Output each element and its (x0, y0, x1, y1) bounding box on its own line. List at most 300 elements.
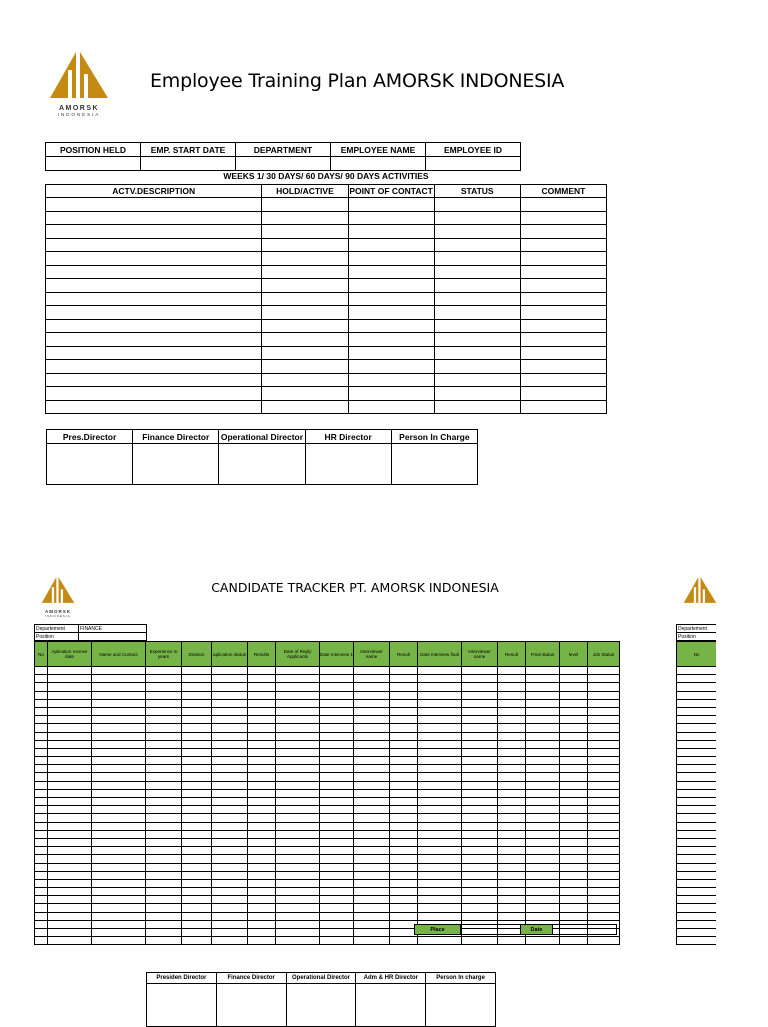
activity-cell (262, 225, 348, 239)
activity-cell (434, 198, 520, 212)
candidate-cell (320, 929, 354, 937)
candidate-cell (526, 822, 560, 830)
candidate-cell (354, 667, 390, 675)
candidate-cell (462, 757, 498, 765)
candidate-cell (248, 929, 276, 937)
activity-cell (262, 252, 348, 266)
candidate-cell (48, 838, 92, 846)
activity-cell (46, 198, 262, 212)
activity-cell (520, 319, 606, 333)
candidate-cell (526, 773, 560, 781)
activity-cell (520, 225, 606, 239)
candidate-cell (390, 879, 418, 887)
candidate-cell (560, 667, 588, 675)
candidate-cell (354, 929, 390, 937)
candidate-cell (320, 888, 354, 896)
candidate-cell (498, 789, 526, 797)
activity-cell (46, 279, 262, 293)
table-row (35, 716, 620, 724)
candidate-cell (92, 773, 146, 781)
candidate-cell (92, 904, 146, 912)
activity-cell (46, 387, 262, 401)
table-row (677, 904, 717, 912)
table-row (677, 773, 717, 781)
candidate-cell (48, 912, 92, 920)
candidate-cell (354, 847, 390, 855)
candidate-cell (182, 740, 212, 748)
candidate-cell (390, 781, 418, 789)
candidate-cell (276, 937, 320, 945)
candidate-cell (390, 716, 418, 724)
candidate-cell (92, 814, 146, 822)
table-row (46, 387, 607, 401)
candidate-cell (418, 781, 462, 789)
candidate-cell (248, 773, 276, 781)
candidate-cell (462, 748, 498, 756)
candidate-cell (588, 724, 620, 732)
candidate-cell (248, 707, 276, 715)
candidate-cell (354, 707, 390, 715)
header-value-cell (426, 157, 521, 171)
header-value-cell (141, 157, 236, 171)
candidate-cell (212, 920, 248, 928)
candidate-cell (92, 871, 146, 879)
candidate-cell (462, 879, 498, 887)
candidate-cell (320, 667, 354, 675)
table-row (35, 789, 620, 797)
right-cell (677, 683, 717, 691)
candidate-cell (276, 888, 320, 896)
activity-cell (262, 346, 348, 360)
candidate-cell (320, 937, 354, 945)
candidate-cell (92, 699, 146, 707)
activity-cell (46, 373, 262, 387)
candidate-cell (248, 789, 276, 797)
candidate-cell (212, 855, 248, 863)
candidate-cell (48, 904, 92, 912)
candidate-cell (320, 863, 354, 871)
right-cell (677, 847, 717, 855)
right-position-label: Position (677, 633, 717, 641)
candidate-cell (146, 830, 182, 838)
candidate-cell (320, 748, 354, 756)
candidate-cell (498, 683, 526, 691)
candidate-cell (146, 683, 182, 691)
candidate-cell (35, 830, 48, 838)
candidate-column-3: Experience in years (146, 642, 182, 667)
candidate-cell (560, 716, 588, 724)
right-department-info (676, 624, 716, 641)
header-column-3: EMPLOYEE NAME (331, 143, 426, 157)
activity-cell (434, 265, 520, 279)
table-row (677, 896, 717, 904)
candidate-cell (92, 863, 146, 871)
candidate-cell (35, 806, 48, 814)
candidate-cell (390, 773, 418, 781)
candidate-cell (182, 830, 212, 838)
candidate-cell (182, 888, 212, 896)
candidate-cell (498, 806, 526, 814)
candidate-cell (212, 683, 248, 691)
candidate-cell (418, 716, 462, 724)
candidate-cell (248, 814, 276, 822)
candidate-cell (35, 781, 48, 789)
candidate-cell (146, 773, 182, 781)
candidate-cell (48, 683, 92, 691)
candidate-cell (418, 879, 462, 887)
table-row (46, 292, 607, 306)
signature-cell (216, 984, 286, 1027)
candidate-cell (48, 863, 92, 871)
candidate-cell (92, 855, 146, 863)
candidate-cell (390, 798, 418, 806)
candidate-cell (498, 699, 526, 707)
signature-column-4: Person In Charge (391, 430, 477, 444)
candidate-cell (320, 716, 354, 724)
right-cell (677, 879, 717, 887)
right-cell (677, 699, 717, 707)
table-row (677, 838, 717, 846)
candidate-cell (462, 789, 498, 797)
table-row (35, 732, 620, 740)
candidate-cell (212, 879, 248, 887)
candidate-cell (48, 929, 92, 937)
candidate-cell (182, 937, 212, 945)
candidate-cell (462, 683, 498, 691)
candidate-cell (588, 871, 620, 879)
activity-cell (46, 346, 262, 360)
candidate-cell (354, 814, 390, 822)
candidate-cell (560, 699, 588, 707)
table-row (35, 724, 620, 732)
candidate-cell (526, 912, 560, 920)
candidate-column-8: Date interview 1 (320, 642, 354, 667)
candidate-cell (588, 757, 620, 765)
candidate-cell (320, 814, 354, 822)
candidate-cell (560, 830, 588, 838)
candidate-cell (526, 724, 560, 732)
candidate-cell (418, 699, 462, 707)
candidate-cell (526, 691, 560, 699)
candidate-cell (418, 806, 462, 814)
candidate-cell (588, 691, 620, 699)
candidate-cell (212, 691, 248, 699)
candidate-cell (182, 863, 212, 871)
candidate-cell (498, 912, 526, 920)
right-no-header: No (677, 642, 717, 667)
table-row (35, 748, 620, 756)
candidate-cell (48, 920, 92, 928)
candidate-cell (248, 806, 276, 814)
header-column-0: POSITION HELD (46, 143, 141, 157)
candidate-cell (182, 855, 212, 863)
candidate-cell (588, 773, 620, 781)
table-row (46, 360, 607, 374)
candidate-cell (182, 789, 212, 797)
candidate-cell (462, 773, 498, 781)
candidate-cell (498, 904, 526, 912)
activity-cell (434, 225, 520, 239)
candidate-cell (146, 847, 182, 855)
candidate-cell (588, 904, 620, 912)
activity-column-3: STATUS (434, 185, 520, 198)
activity-cell (520, 252, 606, 266)
table-row (677, 748, 717, 756)
candidate-cell (390, 667, 418, 675)
table-row (35, 773, 620, 781)
candidate-cell (35, 871, 48, 879)
candidate-cell (276, 871, 320, 879)
candidate-cell (418, 724, 462, 732)
header-column-2: DEPARTMENT (236, 143, 331, 157)
table-row (46, 319, 607, 333)
right-candidate-table (676, 641, 716, 945)
candidate-cell (462, 904, 498, 912)
candidate-cell (248, 863, 276, 871)
candidate-cell (354, 781, 390, 789)
candidate-cell (498, 888, 526, 896)
candidate-cell (35, 904, 48, 912)
candidate-cell (320, 683, 354, 691)
candidate-cell (498, 896, 526, 904)
candidate-cell (588, 699, 620, 707)
candidate-cell (48, 871, 92, 879)
candidate-cell (248, 847, 276, 855)
table-row (46, 373, 607, 387)
activity-cell (262, 360, 348, 374)
candidate-cell (354, 896, 390, 904)
right-cell (677, 765, 717, 773)
candidate-cell (560, 748, 588, 756)
activity-cell (348, 346, 434, 360)
candidate-cell (146, 798, 182, 806)
candidate-cell (146, 691, 182, 699)
candidate-cell (320, 724, 354, 732)
activity-cell (520, 373, 606, 387)
candidate-cell (418, 691, 462, 699)
candidate-cell (354, 912, 390, 920)
signature-cell (305, 444, 391, 485)
candidate-cell (182, 724, 212, 732)
candidate-cell (498, 707, 526, 715)
candidate-cell (418, 675, 462, 683)
candidate-cell (320, 904, 354, 912)
candidate-column-6: Results (248, 642, 276, 667)
candidate-tracker-title: CANDIDATE TRACKER PT. AMORSK INDONESIA (211, 580, 499, 595)
activity-cell (520, 238, 606, 252)
table-row (677, 683, 717, 691)
candidate-cell (320, 707, 354, 715)
candidate-cell (48, 879, 92, 887)
table-row (35, 912, 620, 920)
candidate-cell (92, 830, 146, 838)
candidate-cell (146, 699, 182, 707)
candidate-cell (462, 675, 498, 683)
candidate-cell (35, 773, 48, 781)
activity-cell (520, 292, 606, 306)
candidate-cell (212, 838, 248, 846)
candidate-cell (588, 675, 620, 683)
candidate-cell (498, 798, 526, 806)
candidate-cell (48, 675, 92, 683)
candidate-cell (212, 806, 248, 814)
table-row (677, 912, 717, 920)
candidate-cell (462, 765, 498, 773)
place-field (461, 925, 521, 935)
activity-cell (262, 373, 348, 387)
candidate-cell (390, 724, 418, 732)
candidate-cell (35, 699, 48, 707)
activity-cell (46, 306, 262, 320)
candidate-cell (354, 822, 390, 830)
candidate-cell (418, 847, 462, 855)
candidate-cell (35, 798, 48, 806)
candidate-cell (320, 879, 354, 887)
candidate-cell (560, 691, 588, 699)
candidate-cell (248, 716, 276, 724)
candidate-cell (212, 732, 248, 740)
candidate-cell (418, 830, 462, 838)
candidate-cell (276, 847, 320, 855)
right-cell (677, 929, 717, 937)
candidate-cell (35, 765, 48, 773)
activity-column-4: COMMENT (520, 185, 606, 198)
candidate-cell (462, 806, 498, 814)
position-label: Position (35, 633, 79, 641)
candidate-cell (418, 667, 462, 675)
candidate-cell (146, 716, 182, 724)
table-row (677, 937, 717, 945)
candidate-cell (462, 937, 498, 945)
candidate-cell (248, 937, 276, 945)
candidate-cell (212, 757, 248, 765)
candidate-cell (320, 855, 354, 863)
candidate-cell (354, 855, 390, 863)
candidate-cell (320, 757, 354, 765)
right-cell (677, 789, 717, 797)
table-row (35, 707, 620, 715)
candidate-cell (498, 863, 526, 871)
header-value-cell (46, 157, 141, 171)
candidate-cell (248, 838, 276, 846)
candidate-cell (462, 699, 498, 707)
candidate-cell (276, 691, 320, 699)
candidate-cell (212, 716, 248, 724)
candidate-cell (320, 798, 354, 806)
candidate-cell (498, 855, 526, 863)
activity-column-1: HOLD/ACTIVE (262, 185, 348, 198)
candidate-cell (92, 683, 146, 691)
activity-cell (434, 346, 520, 360)
company-logo (46, 50, 112, 120)
activity-cell (348, 333, 434, 347)
signature-cell (219, 444, 305, 485)
candidate-cell (354, 748, 390, 756)
candidate-cell (462, 740, 498, 748)
candidate-column-4: Division (182, 642, 212, 667)
candidate-cell (526, 757, 560, 765)
candidate-cell (560, 822, 588, 830)
table-row (46, 252, 607, 266)
logo-sub-text: INDONESIA (57, 112, 101, 117)
candidate-cell (526, 879, 560, 887)
activity-cell (46, 252, 262, 266)
candidate-cell (418, 896, 462, 904)
candidate-cell (212, 822, 248, 830)
candidate-cell (146, 912, 182, 920)
candidate-cell (182, 707, 212, 715)
table-row (677, 863, 717, 871)
candidate-cell (35, 929, 48, 937)
candidate-cell (354, 871, 390, 879)
table-row (677, 732, 717, 740)
candidate-cell (320, 765, 354, 773)
candidate-cell (248, 920, 276, 928)
candidate-cell (48, 847, 92, 855)
table-row (677, 716, 717, 724)
candidate-cell (498, 732, 526, 740)
right-tracker-logo (680, 576, 720, 609)
right-cell (677, 667, 717, 675)
candidate-cell (320, 838, 354, 846)
activity-cell (434, 279, 520, 293)
table-row (35, 904, 620, 912)
candidate-cell (560, 879, 588, 887)
candidate-cell (182, 683, 212, 691)
candidate-cell (526, 732, 560, 740)
candidate-cell (92, 896, 146, 904)
candidate-cell (526, 863, 560, 871)
candidate-cell (390, 888, 418, 896)
candidate-cell (526, 716, 560, 724)
candidate-cell (212, 798, 248, 806)
activity-cell (348, 319, 434, 333)
candidate-cell (212, 929, 248, 937)
activity-cell (262, 279, 348, 293)
candidate-cell (92, 912, 146, 920)
candidate-cell (354, 683, 390, 691)
right-cell (677, 748, 717, 756)
candidate-cell (526, 855, 560, 863)
candidate-cell (588, 707, 620, 715)
candidate-cell (560, 896, 588, 904)
table-row (677, 871, 717, 879)
candidate-column-5: aplication status (212, 642, 248, 667)
candidate-cell (182, 667, 212, 675)
table-row (35, 879, 620, 887)
candidate-cell (92, 732, 146, 740)
candidate-cell (182, 798, 212, 806)
candidate-cell (462, 691, 498, 699)
activity-cell (46, 319, 262, 333)
candidate-cell (212, 871, 248, 879)
table-row (35, 740, 620, 748)
activity-cell (348, 279, 434, 293)
signature-cell (286, 984, 356, 1027)
candidate-cell (526, 888, 560, 896)
table-row (46, 400, 607, 414)
candidate-cell (462, 896, 498, 904)
candidate-cell (35, 757, 48, 765)
candidate-cell (498, 814, 526, 822)
department-info-table (34, 624, 147, 641)
candidate-cell (212, 912, 248, 920)
candidate-cell (320, 847, 354, 855)
candidate-cell (526, 798, 560, 806)
activity-cell (348, 238, 434, 252)
candidate-cell (92, 929, 146, 937)
table-row (35, 781, 620, 789)
